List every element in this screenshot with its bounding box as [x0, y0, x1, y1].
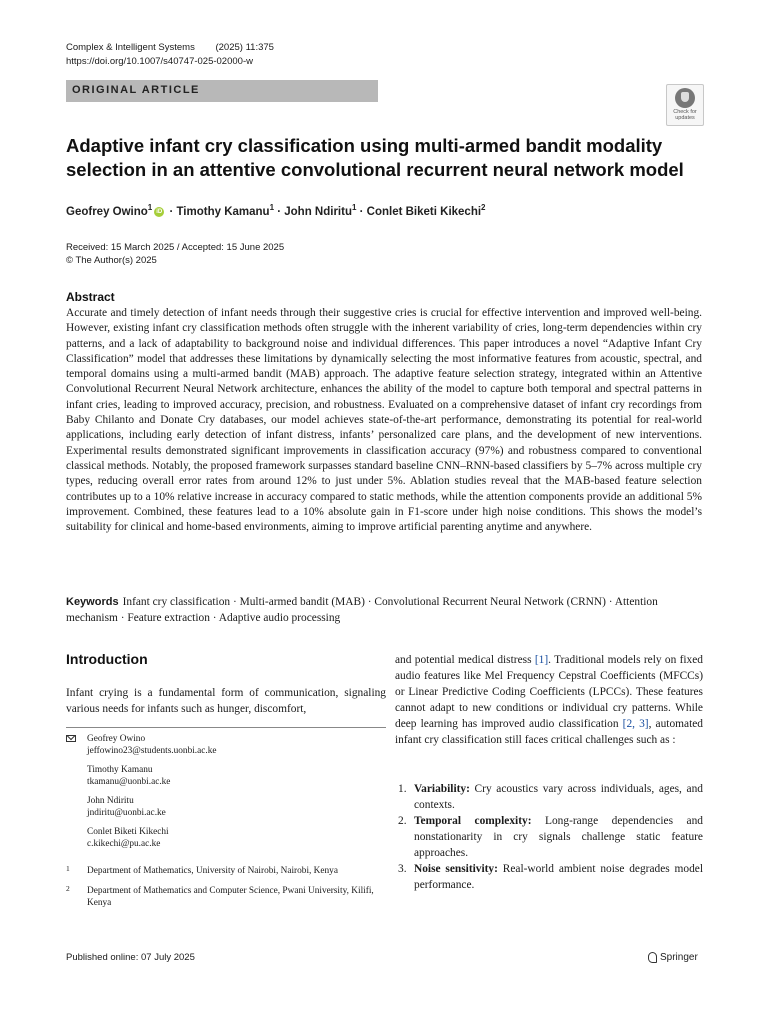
author-name[interactable]: John Ndiritu [284, 205, 352, 218]
journal-volume: (2025) 11:375 [215, 42, 274, 53]
journal-name: Complex & Intelligent Systems [66, 42, 195, 53]
affiliation-text: Department of Mathematics, University of Nairobi, Nairobi, Kenya [87, 866, 338, 876]
publication-dates [66, 241, 284, 267]
author-affiliation-mark: 1 [351, 203, 357, 212]
list-text: Cry acoustics vary across individuals, ages, and contexts. [414, 783, 703, 811]
correspondence-entry [87, 826, 386, 850]
doi-link[interactable]: https://doi.org/10.1007/s40747-025-02000-w [66, 56, 253, 67]
abstract-heading: Abstract [66, 290, 115, 304]
list-number: 2. [398, 815, 407, 827]
author-separator: · [274, 205, 285, 218]
list-term: Noise sensitivity: [414, 863, 498, 875]
author-name[interactable]: Geofrey Owino [66, 205, 148, 218]
copyright-notice: © The Author(s) 2025 [66, 255, 157, 266]
envelope-icon [66, 735, 76, 742]
author-affiliation-mark: 1 [269, 203, 275, 212]
check-for-updates-badge[interactable] [666, 84, 704, 126]
check-updates-line2: updates [675, 115, 695, 121]
introduction-heading: Introduction [66, 651, 148, 667]
correspondent-email[interactable]: jeffowino23@students.uonbi.ac.ke [87, 746, 217, 756]
introduction-continued [395, 652, 703, 748]
article-type-banner [66, 80, 378, 102]
author-affiliation-mark: 1 [147, 203, 153, 212]
received-accepted-dates: Received: 15 March 2025 / Accepted: 15 June 2025 [66, 242, 285, 253]
intro-text: . Traditional models rely on fixed audio features like Mel Frequency Cepstral Coefficients (MFCCs) or Linear Predictive Coding Coefficients (LPCCs). These features cannot adapt to new conditions or individual cry patterns. While deep learning has improved audio classification [395, 654, 703, 730]
intro-text: and potential medical distress [395, 654, 535, 666]
abstract-text: Accurate and timely detection of infant needs through their suggestive cries is crucial for effective intervention and improved well-being. However, existing infant cry classification methods often struggle with the inherent variability of cries, long-term dependencies within cry patterns, and a lack of adaptability to background noise and individual differences. This paper introduces a novel “Adaptive Infant Cry Classification” model that addresses these limitations by dynamically selecting the most informative features from acoustic, spectral, and temporal domains using a multi-armed bandit (MAB) approach. The adaptive feature selection strategy, integrated within an Attentive Convolutional Recurrent Neural Network architecture, enhances the ability of the model to capture both temporal and spectral patterns in infant cries, leading to improved accuracy, precision, and robustness. Evaluated on a comprehensive dataset of infant cry recordings from Baby Chilanto and Donate Cry databases, our model achieves state-of-the-art performance, demonstrating its potential for real-world applications, including early detection of infant distress, infants’ personalized care plans, and the development of new interventions. Experimental results demonstrated significant improvements in classification accuracy (97%) and robustness compared to conventional classical methods. Notably, the proposed framework surpasses standard baseline CNN–RNN-based classifiers by 5–7% across multiple cry types, reducing overall error rates from around 12% to just under 5%. Ablation studies reveal that the MAB-based feature selection contributes up to a 10% relative increase in accuracy compared to static methods, while the attention components provide an additional 5% improvement. Combined, these features lead to a 10% absolute gain in F1-score under high noise conditions. This shows the model’s suitability for clinical and home-based environments, aiming to improve artificial parenting anytime and anywhere. [66, 307, 702, 534]
challenges-list [395, 781, 703, 893]
correspondent-name: Timothy Kamanu [87, 765, 153, 775]
check-updates-line1: Check for [673, 109, 697, 115]
list-term: Variability: [414, 783, 470, 795]
keywords-section [66, 595, 706, 626]
citation-link[interactable]: [1] [534, 654, 549, 666]
introduction-paragraph: Infant crying is a fundamental form of communication, signaling various needs for infants such as hunger, discomfort, [66, 687, 386, 715]
list-item [395, 781, 703, 813]
correspondence-block [66, 733, 386, 857]
affiliation-text: Department of Mathematics and Computer Science, Pwani University, Kilifi, Kenya [87, 886, 374, 908]
correspondent-name: Conlet Biketi Kikechi [87, 827, 169, 837]
publisher-logo [648, 952, 698, 963]
publisher-name: Springer [660, 952, 698, 964]
correspondence-entry [87, 733, 386, 757]
orcid-icon[interactable]: iD [156, 208, 163, 215]
correspondent-email[interactable]: c.kikechi@pu.ac.ke [87, 839, 161, 849]
springer-horse-icon [648, 952, 657, 963]
correspondent-email[interactable]: tkamanu@uonbi.ac.ke [87, 777, 171, 787]
published-date: Published online: 07 July 2025 [66, 952, 195, 963]
author-affiliation-mark: 2 [481, 203, 486, 212]
correspondent-name: Geofrey Owino [87, 734, 146, 744]
list-number: 1. [398, 783, 407, 795]
affiliation-number: 2 [66, 884, 70, 893]
list-text: Long-range dependencies and nonstationarity in cry signals challenge static feature approaches. [414, 815, 703, 859]
citation-link[interactable]: [2, 3] [622, 718, 649, 730]
list-term: Temporal complexity: [414, 815, 532, 827]
author-separator: · [356, 205, 367, 218]
affiliation-entry [66, 865, 386, 877]
correspondence-entry [87, 764, 386, 788]
article-type-label: ORIGINAL ARTICLE [72, 84, 200, 96]
author-name[interactable]: Conlet Biketi Kikechi [366, 205, 482, 218]
keywords-text: Infant cry classification · Multi-armed bandit (MAB) · Convolutional Recurrent Neural Network (CRNN) · Attention mechanism · Feature extraction · Adaptive audio processing [66, 596, 658, 624]
list-item [395, 861, 703, 893]
list-text: Real-world ambient noise degrades model performance. [414, 863, 703, 891]
correspondent-email[interactable]: jndiritu@uonbi.ac.ke [87, 808, 166, 818]
affiliations-block [66, 865, 386, 917]
list-item [395, 813, 703, 861]
paper-title: Adaptive infant cry classification using multi-armed bandit modality selection in an attentive convolutional recurrent neural network model [66, 135, 684, 180]
author-separator: · [166, 205, 177, 218]
keywords-label: Keywords [66, 596, 119, 608]
correspondence-entry [87, 795, 386, 819]
affiliation-entry [66, 885, 386, 909]
affiliation-number: 1 [66, 864, 70, 873]
author-name[interactable]: Timothy Kamanu [176, 205, 270, 218]
intro-text: , automated infant cry classification still faces critical challenges such as : [395, 718, 703, 746]
correspondent-name: John Ndiritu [87, 796, 134, 806]
check-updates-icon [675, 88, 695, 108]
footnote-divider [66, 727, 386, 728]
journal-header [66, 42, 292, 53]
author-list [66, 203, 486, 218]
list-number: 3. [398, 863, 407, 875]
